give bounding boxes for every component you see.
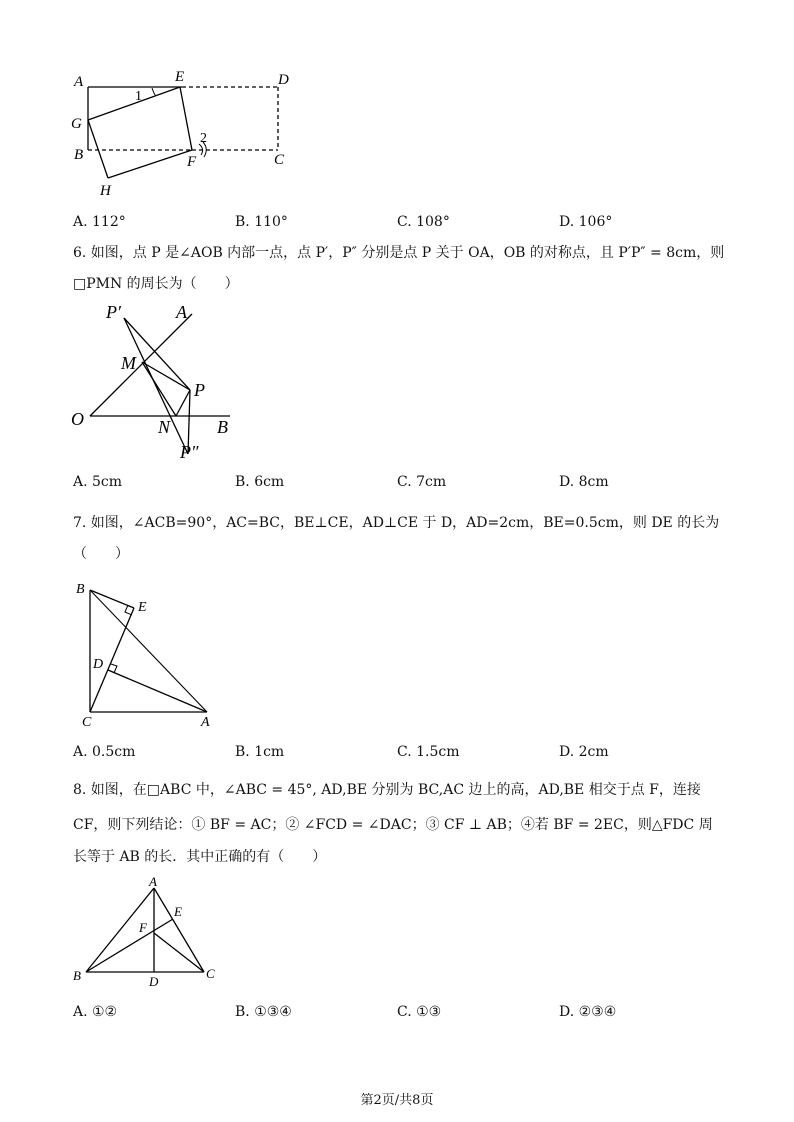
q6-question-line1: 6. 如图，点 P 是∠AOB 内部一点，点 P′，P″ 分别是点 P 关于 OA，OB 的对称点，且 P′P″ = 8cm，则 (73, 245, 725, 261)
q7-option-b[interactable]: B. 1cm (235, 744, 285, 760)
fig6-label-A: A (176, 302, 187, 322)
fig5-label-D: D (278, 72, 289, 88)
figure-q8-triangle-altitudes (66, 874, 226, 992)
fig6-label-O: O (71, 409, 84, 429)
fig8-label-E: E (174, 904, 182, 919)
fig6-label-N: N (158, 417, 171, 437)
q7-option-c[interactable]: C. 1.5cm (397, 744, 460, 760)
q6-option-c[interactable]: C. 7cm (397, 474, 447, 490)
q6-option-d[interactable]: D. 8cm (559, 474, 609, 490)
fig6-label-P1: P′ (106, 302, 121, 322)
fig5-label-H: H (100, 183, 111, 199)
fig8-label-B: B (73, 968, 81, 983)
q6-option-b[interactable]: B. 6cm (235, 474, 285, 490)
q8-option-a[interactable]: A. ①② (73, 1004, 118, 1020)
q7-question-line2: （ ） (73, 546, 129, 562)
fig5-angle-1: 1 (135, 89, 142, 104)
fig6-label-M: M (121, 353, 136, 373)
fig5-label-B: B (74, 147, 84, 163)
q8-question-line2: CF，则下列结论：① BF = AC；② ∠FCD = ∠DAC；③ CF ⊥ AB；④若 BF = 2EC，则△FDC 周 (73, 817, 713, 833)
figure-q6-reflection (64, 298, 244, 468)
q8-option-b[interactable]: B. ①③④ (235, 1004, 292, 1020)
figure-q7-right-triangle (70, 578, 220, 730)
fig6-label-B: B (217, 417, 228, 437)
fig7-label-A: A (201, 715, 210, 730)
q7-question-line1: 7. 如图，∠ACB=90°，AC=BC，BE⊥CE，AD⊥CE 于 D，AD=2cm，BE=0.5cm，则 DE 的长为 (73, 515, 720, 531)
fig8-label-D: D (149, 974, 159, 989)
fig8-label-C: C (206, 966, 215, 981)
q8-question-line3: 长等于 AB 的长．其中正确的有（ ） (73, 849, 327, 865)
fig7-label-C: C (82, 715, 92, 730)
page-footer: 第2页/共8页 (360, 1093, 434, 1108)
q6-option-a[interactable]: A. 5cm (73, 474, 123, 490)
q5-option-d[interactable]: D. 106° (559, 214, 613, 230)
q7-option-d[interactable]: D. 2cm (559, 744, 609, 760)
fig5-label-G: G (71, 116, 82, 132)
fig8-label-A: A (149, 874, 157, 889)
fig8-label-F: F (139, 920, 147, 935)
fig5-angle-2: 2 (200, 131, 207, 146)
figure-q5-rectangle-fold (60, 60, 310, 205)
fig5-label-C: C (274, 152, 285, 168)
q5-option-b[interactable]: B. 110° (235, 214, 288, 230)
q8-question-line1: 8. 如图，在□ABC 中，∠ABC = 45°, AD,BE 分别为 BC,AC 边上的高，AD,BE 相交于点 F，连接 (73, 782, 701, 798)
fig6-label-P: P (194, 380, 205, 400)
q6-question-line2: □PMN 的周长为（ ） (73, 276, 239, 292)
fig6-label-P2: P″ (180, 442, 199, 462)
fig5-label-F: F (187, 154, 197, 170)
q8-option-d[interactable]: D. ②③④ (559, 1004, 617, 1020)
fig7-label-D: D (93, 657, 104, 672)
q7-option-a[interactable]: A. 0.5cm (73, 744, 136, 760)
fig5-label-E: E (175, 69, 185, 85)
q5-option-a[interactable]: A. 112° (73, 214, 126, 230)
q5-option-c[interactable]: C. 108° (397, 214, 450, 230)
q8-option-c[interactable]: C. ①③ (397, 1004, 442, 1020)
fig5-label-A: A (74, 74, 84, 90)
fig7-label-E: E (138, 600, 147, 615)
fig7-label-B: B (76, 582, 85, 597)
